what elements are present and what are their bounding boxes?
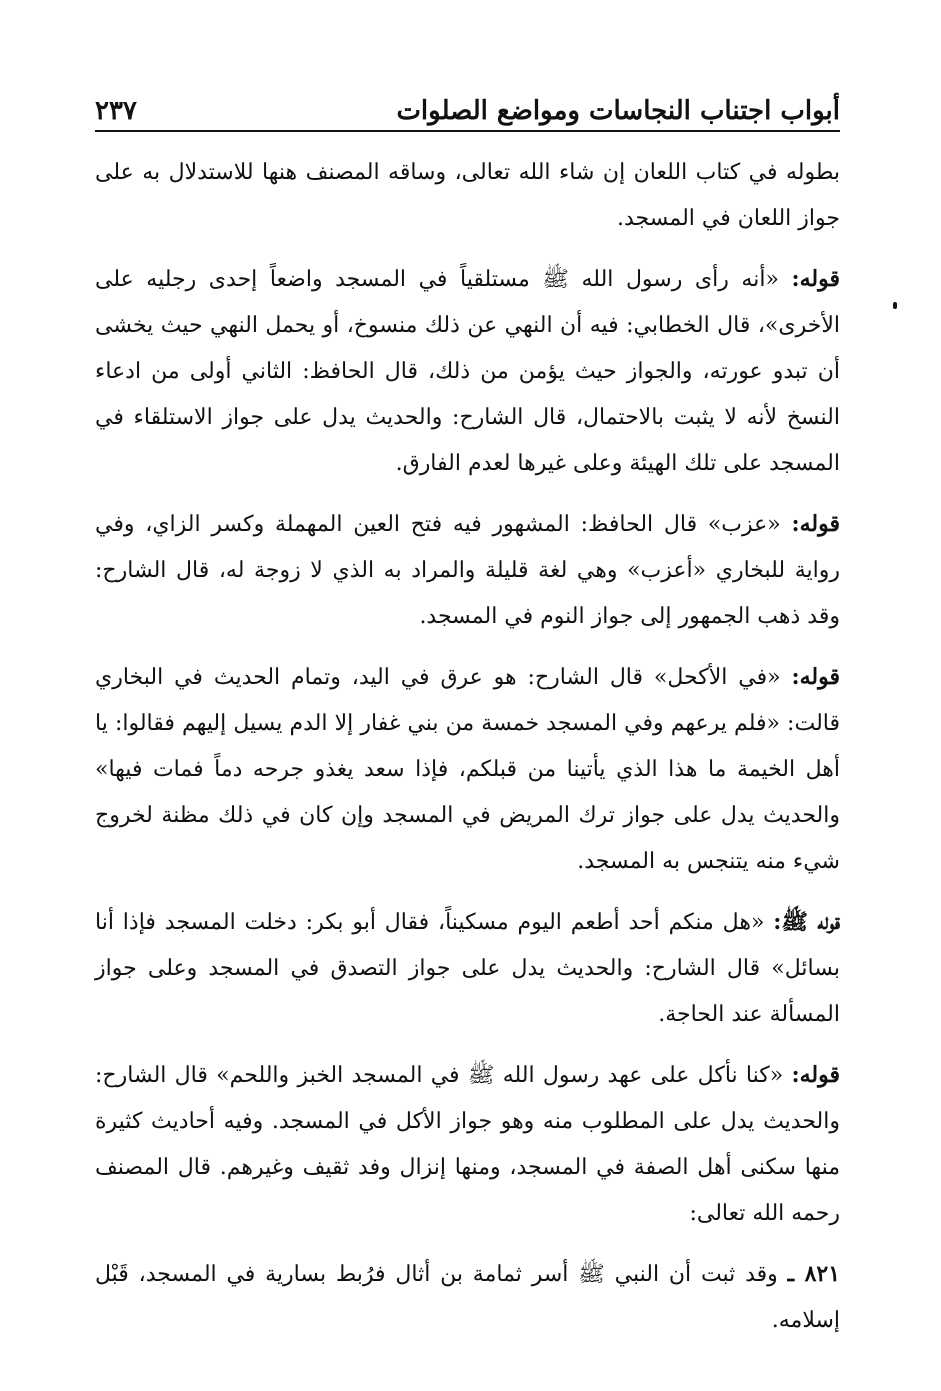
paragraph-text: «أنه رأى رسول الله ﷺ مستلقياً في المسجد واضعاً إحدى رجليه على الأخرى»، قال الخطابي: فيه أن النهي عن ذلك منسوخ، أو يحمل النهي حيث يخشى أن تبدو عورته، والجواز حيث يؤمن من ذلك، قال الحافظ: الثاني أولى من ادعاء النسخ لأنه لا يثبت بالاحتمال، قال الشارح: والحديث يدل على جواز الاستلقاء في المسجد على تلك الهيئة وعلى غيرها لعدم الفارق. [95,267,840,476]
paragraph-text: وقد ثبت أن النبي ﷺ أسر ثمامة بن أثال فرُبط بسارية في المسجد، قَبْل إسلامه. [95,1262,840,1333]
page-number: ٢٣٧ [95,96,137,126]
book-page [95,82,840,1358]
paragraph-text: «عزب» قال الحافظ: المشهور فيه فتح العين المهملة وكسر الزاي، وفي رواية للبخاري «أعزب» وهي لغة قليلة والمراد به الذي لا زوجة له، قال الشارح: وقد ذهب الجمهور إلى جواز النوم في المسجد. [95,512,840,629]
paragraph-lead: قوله ﷺ: [773,909,840,935]
paragraph-text: بطوله في كتاب اللعان إن شاء الله تعالى، وساقه المصنف هنها للاستدلال به على جواز اللعان في المسجد. [95,160,840,231]
paragraph [95,899,840,1038]
paragraph-text: «هل منكم أحد أطعم اليوم مسكيناً، فقال أبو بكر: دخلت المسجد فإذا أنا بسائل» قال الشارح: والحديث يدل على جواز التصدق في المسجد وعلى جواز المسألة عند الحاجة. [95,910,840,1027]
paragraph [95,256,840,487]
paragraph [95,150,840,242]
paragraph-lead: قوله: [791,266,840,292]
body-text [95,150,840,1344]
hadith-number: ٨٢١ ـ [787,1261,841,1287]
paragraph-lead: قوله: [791,664,840,690]
hadith-paragraph [95,1251,840,1344]
paragraph [95,501,840,640]
paragraph-text: «كنا نأكل على عهد رسول الله ﷺ في المسجد الخبز واللحم» قال الشارح: والحديث يدل على المطلوب منه وهو جواز الأكل في المسجد. وفيه أحاديث كثيرة منها سكنى أهل الصفة في المسجد، ومنها إنزال وفد ثقيف وغيرهم. قال المصنف رحمه الله تعالى: [95,1063,840,1226]
running-title: أبواب اجتناب النجاسات ومواضع الصلوات [396,96,840,126]
paragraph [95,654,840,885]
margin-mark [893,302,897,309]
page-header [95,82,840,132]
paragraph-lead: قوله: [791,511,840,537]
paragraph-text: «في الأكحل» قال الشارح: هو عرق في اليد، وتمام الحديث في البخاري قالت: «فلم يرعهم وفي المسجد خمسة من بني غفار إلا الدم يسيل إليهم فقالوا: يا أهل الخيمة ما هذا الذي يأتينا من قبلكم، فإذا سعد يغذو جرحه دماً فمات فيها» والحديث يدل على جواز ترك المريض في المسجد وإن كان في ذلك مظنة لخروج شيء منه يتنجس به المسجد. [95,665,840,874]
paragraph-lead: قوله: [791,1062,840,1088]
paragraph [95,1052,840,1237]
